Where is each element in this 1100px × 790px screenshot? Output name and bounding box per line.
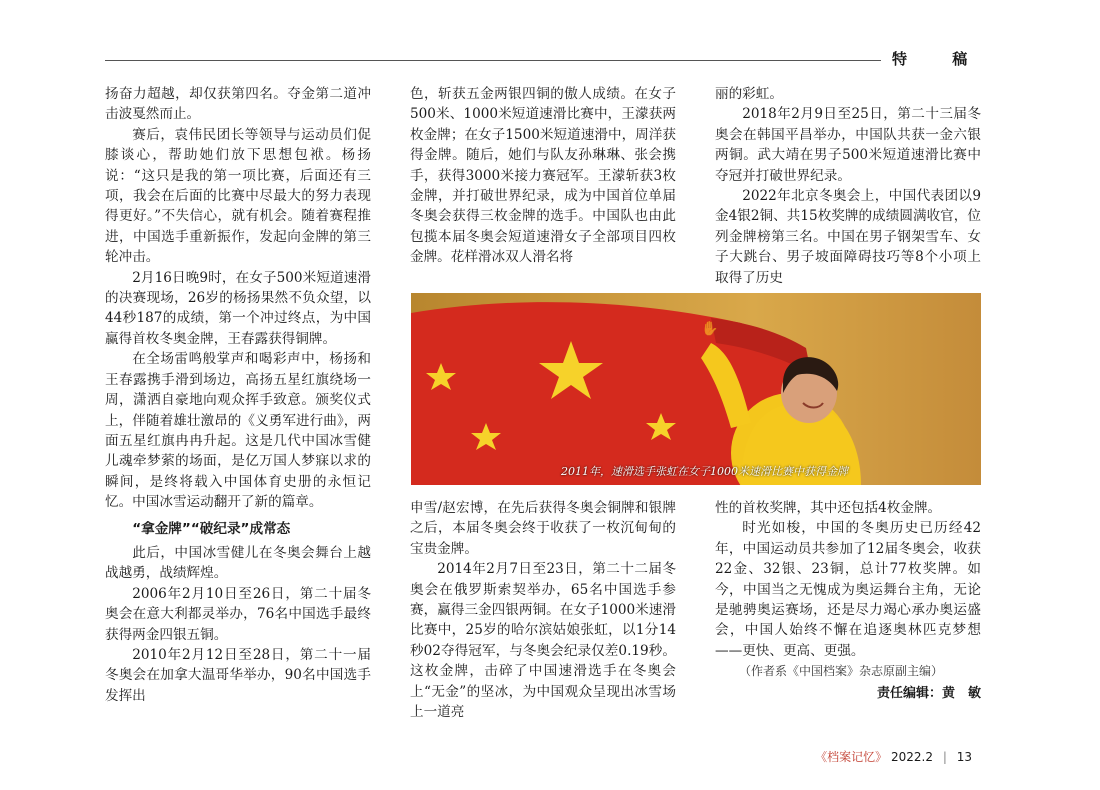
paragraph: 2014年2月7日至23日，第二十二届冬奥会在俄罗斯索契举办，65名中国选手参赛，赢得三金四银两铜。在女子1000米速滑比赛中，25岁的哈尔滨姑娘张虹，以1分14秒02夺得冠军，与冬奥会纪录仅差0.19秒。这枚金牌，击碎了中国速滑选手在冬奥会上“无金”的坚冰，为中国观众呈现出冰雪场上一道亮 <box>410 561 676 721</box>
paragraph: 性的首枚奖牌，其中还包括4枚金牌。 <box>715 500 942 516</box>
photo-illustration <box>411 293 981 485</box>
text-column-2-lower <box>410 498 676 722</box>
header-rule <box>105 60 881 61</box>
paragraph: 扬奋力超越，却仅获第四名。夺金第二道冲击波戛然而止。 <box>105 86 371 123</box>
paragraph: 丽的彩虹。 <box>715 86 783 102</box>
section-title: 特 稿 <box>892 50 988 68</box>
page-footer <box>815 748 972 765</box>
photo-caption: 2011年，速滑选手张虹在女子1000米速滑比赛中获得金牌 <box>561 465 848 478</box>
paragraph: 色，斩获五金两银四铜的傲人成绩。在女子500米、1000米短道速滑比赛中，王濛获两枚金牌；在女子1500米短道速滑中，周洋获得金牌。随后，她们与队友孙琳琳、张会携手，获得3000米接力赛冠军。王濛斩获3枚金牌，并打破世界纪录，成为中国首位单届冬奥会获得三枚金牌的选手。中国队也由此包揽本届冬奥会短道速滑女子全部项目四枚金牌。花样滑冰双人滑名将 <box>410 86 676 266</box>
magazine-name: 《档案记忆》 <box>815 750 888 764</box>
paragraph: 在全场雷鸣般掌声和喝彩声中，杨扬和王春露携手滑到场边，高扬五星红旗绕场一周，潇洒自豪地向观众挥手致意。颁奖仪式上，伴随着雄壮激昂的《义勇军进行曲》，两面五星红旗冉冉升起。这是几代中国冰雪健儿魂牵梦萦的场面，是亿万国人梦寐以求的瞬间，是终将载入中国体育史册的永恒记忆。中国冰雪运动翻开了新的篇章。 <box>105 351 371 511</box>
paragraph: 赛后，袁伟民团长等领导与运动员们促膝谈心，帮助她们放下思想包袱。杨扬说：“这只是我的第一项比赛，后面还有三项，我会在后面的比赛中尽最大的努力表现得更好。”不失信心，就有机会。随着赛程推进，中国选手重新振作，发起向金牌的第三轮冲击。 <box>105 126 371 266</box>
text-column-2-upper <box>410 84 676 268</box>
paragraph: 时光如梭，中国的冬奥历史已历经42年，中国运动员共参加了12届冬奥会，收获22金、32银、23铜，总计77枚奖牌。如今，中国当之无愧成为奥运舞台主角，无论是驰骋奥运赛场，还是尽力竭心承办奥运盛会，中国人始终不懈在追逐奥林匹克梦想——更快、更高、更强。 <box>715 520 981 659</box>
article-photo <box>411 293 981 485</box>
text-column-1 <box>105 84 371 706</box>
paragraph: 申雪/赵宏博，在先后获得冬奥会铜牌和银牌之后，本届冬奥会终于收获了一枚沉甸甸的宝贵金牌。 <box>410 500 676 557</box>
paragraph: 2010年2月12日至28日，第二十一届冬奥会在加拿大温哥华举办，90名中国选手发挥出 <box>105 646 371 704</box>
paragraph: 2018年2月9日至25日，第二十三届冬奥会在韩国平昌举办，中国队共获一金六银两铜。武大靖在男子500米短道速滑比赛中夺冠并打破世界纪录。 <box>715 106 981 184</box>
author-note: （作者系《中国档案》杂志原副主编） <box>739 664 944 679</box>
page-number: 13 <box>956 750 972 764</box>
paragraph: 2月16日晚9时，在女子500米短道速滑的决赛现场，26岁的杨扬果然不负众望，以44秒187的成绩，第一个冲过终点，为中国赢得首枚冬奥金牌，王春露获得铜牌。 <box>105 269 371 347</box>
paragraph: 2006年2月10日至26日，第二十届冬奥会在意大利都灵举办，76名中国选手最终获得两金四银五铜。 <box>105 585 371 643</box>
editor-credit: 责任编辑：黄 敏 <box>876 685 981 701</box>
text-column-3-lower <box>715 498 981 704</box>
paragraph: 此后，中国冰雪健儿在冬奥会舞台上越战越勇，战绩辉煌。 <box>105 544 371 582</box>
svg-text:✋: ✋ <box>701 321 719 337</box>
footer-divider: | <box>942 750 947 764</box>
paragraph: 2022年北京冬奥会上，中国代表团以9金4银2铜、共15枚奖牌的成绩圆满收官，位列金牌榜第三名。中国在男子钢架雪车、女子大跳台、男子坡面障碍技巧等8个小项上取得了历史 <box>715 188 981 286</box>
section-subheading: “拿金牌”“破纪录”成常态 <box>132 520 291 537</box>
issue-number: 2022.2 <box>891 750 934 764</box>
text-column-3-upper <box>715 84 981 288</box>
